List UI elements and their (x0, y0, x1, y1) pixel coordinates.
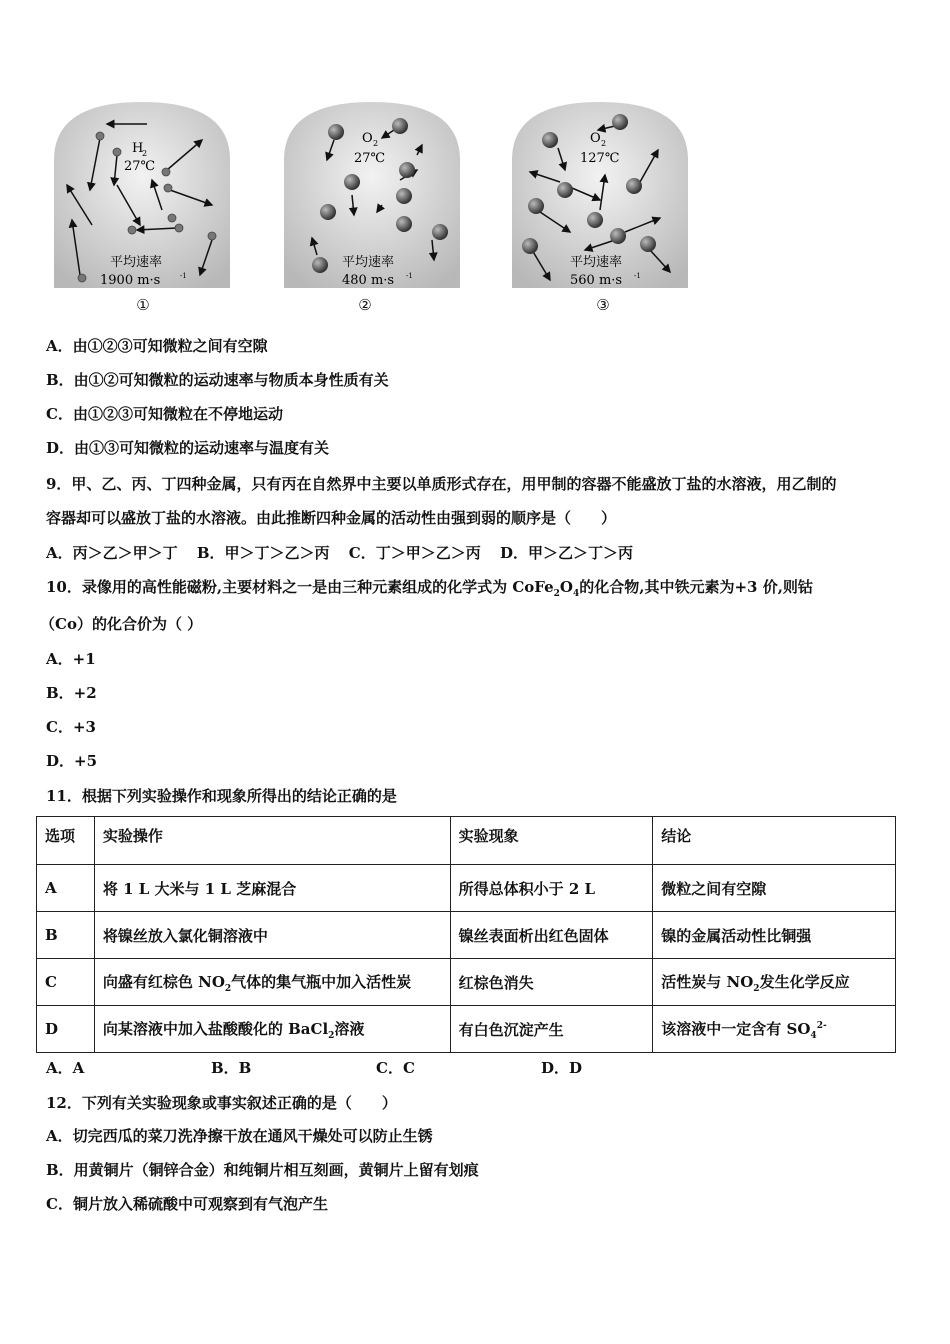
temp-label: 27℃ (354, 151, 386, 166)
svg-text:-1: -1 (180, 272, 187, 280)
q9-stem-line2: 容器却可以盛放丁盐的水溶液。由此推断四种金属的活动性由强到弱的顺序是（ ） (46, 509, 617, 527)
q9-option-d: D．甲＞乙＞丁＞丙 (499, 544, 633, 562)
figure-o2-27 (282, 100, 462, 290)
q11-stem: 11．根据下列实验操作和现象所得出的结论正确的是 (46, 787, 397, 805)
svg-text:2: 2 (142, 149, 148, 158)
figure-h2 (52, 100, 232, 290)
header-conclusion: 结论 (653, 817, 896, 865)
header-operation: 实验操作 (94, 817, 450, 865)
q12-option-a: A．切完西瓜的菜刀洗净擦干放在通风干燥处可以防止生锈 (46, 1127, 433, 1145)
q9-option-c: C．丁＞甲＞乙＞丙 (348, 544, 481, 562)
header-phenomenon: 实验现象 (450, 817, 653, 865)
q12-stem: 12．下列有关实验现象或事实叙述正确的是（ ） (46, 1094, 397, 1112)
q11-option-d: D．D (541, 1059, 583, 1077)
svg-text:2: 2 (373, 139, 379, 148)
q12-option-c: C．铜片放入稀硫酸中可观察到有气泡产生 (46, 1195, 328, 1213)
speed-value: 480 m·s (342, 273, 395, 288)
q8-option-c: C．由①②③可知微粒在不停地运动 (46, 405, 283, 423)
figure-index-2: ② (358, 296, 372, 314)
gas-label: O (362, 131, 373, 146)
figure-o2-127 (510, 100, 690, 290)
table-row: C 向盛有红棕色 $NO_2$气体的集气瓶中加入活性炭 红棕色消失 活性炭与 $NO_2$发生化学反应 (37, 959, 896, 1006)
q8-option-b: B．由①②可知微粒的运动速率与物质本身性质有关 (46, 371, 389, 389)
temp-label: 27℃ (124, 159, 156, 174)
table-row: A 将 1 L 大米与 1 L 芝麻混合 所得总体积小于 2 L 微粒之间有空隙 (37, 865, 896, 912)
svg-text:-1: -1 (634, 272, 641, 280)
speed-value: 560 m·s (570, 273, 623, 288)
q10-stem-line2: （Co）的化合价为（ ） (40, 615, 203, 633)
q11-option-c: C．C (376, 1059, 415, 1077)
svg-text:2: 2 (601, 139, 607, 148)
q11-option-a: A．A (46, 1059, 85, 1077)
q8-option-d: D．由①③可知微粒的运动速率与温度有关 (46, 439, 330, 457)
header-option: 选项 (37, 817, 95, 865)
q11-option-b: B．B (211, 1059, 252, 1077)
q10-option-a: A．+1 (46, 650, 96, 668)
q11-options (46, 1058, 582, 1078)
q8-option-a: A．由①②③可知微粒之间有空隙 (46, 337, 268, 355)
figure-index-1: ① (136, 296, 150, 314)
q12-option-b: B．用黄铜片（铜锌合金）和纯铜片相互刻画，黄铜片上留有划痕 (46, 1161, 479, 1179)
speed-title: 平均速率 (570, 255, 623, 270)
gas-label: H (132, 141, 144, 156)
speed-value: 1900 m·s (100, 273, 161, 288)
experiment-table (36, 816, 896, 1053)
table-row: D 向某溶液中加入盐酸酸化的 BaCl$_2$溶液 有白色沉淀产生 该溶液中一定含有 $SO_4^{2-}$ (37, 1006, 896, 1053)
q9-options (46, 543, 633, 563)
q10-option-b: B．+2 (46, 684, 97, 702)
q10-stem-line1: 10．录像用的高性能磁粉,主要材料之一是由三种元素组成的化学式为 $CoFe_2O_4$的化合物,其中铁元素为+3 价,则钴 (46, 578, 813, 599)
figure-index-3: ③ (596, 296, 610, 314)
speed-title: 平均速率 (342, 255, 395, 270)
gas-label: O (590, 131, 601, 146)
q9-option-b: B．甲＞丁＞乙＞丙 (196, 544, 330, 562)
q9-stem-line1: 9．甲、乙、丙、丁四种金属，只有丙在自然界中主要以单质形式存在，用甲制的容器不能盛放丁盐的水溶液，用乙制的 (46, 475, 837, 493)
q10-option-c: C．+3 (46, 718, 96, 736)
speed-title: 平均速率 (110, 255, 163, 270)
table-header-row (37, 817, 896, 865)
q10-option-d: D．+5 (46, 752, 98, 770)
table-row: B 将镍丝放入氯化铜溶液中 镍丝表面析出红色固体 镍的金属活动性比铜强 (37, 912, 896, 959)
q9-option-a: A．丙＞乙＞甲＞丁 (46, 544, 178, 562)
svg-text:-1: -1 (406, 272, 413, 280)
temp-label: 127℃ (580, 151, 620, 166)
